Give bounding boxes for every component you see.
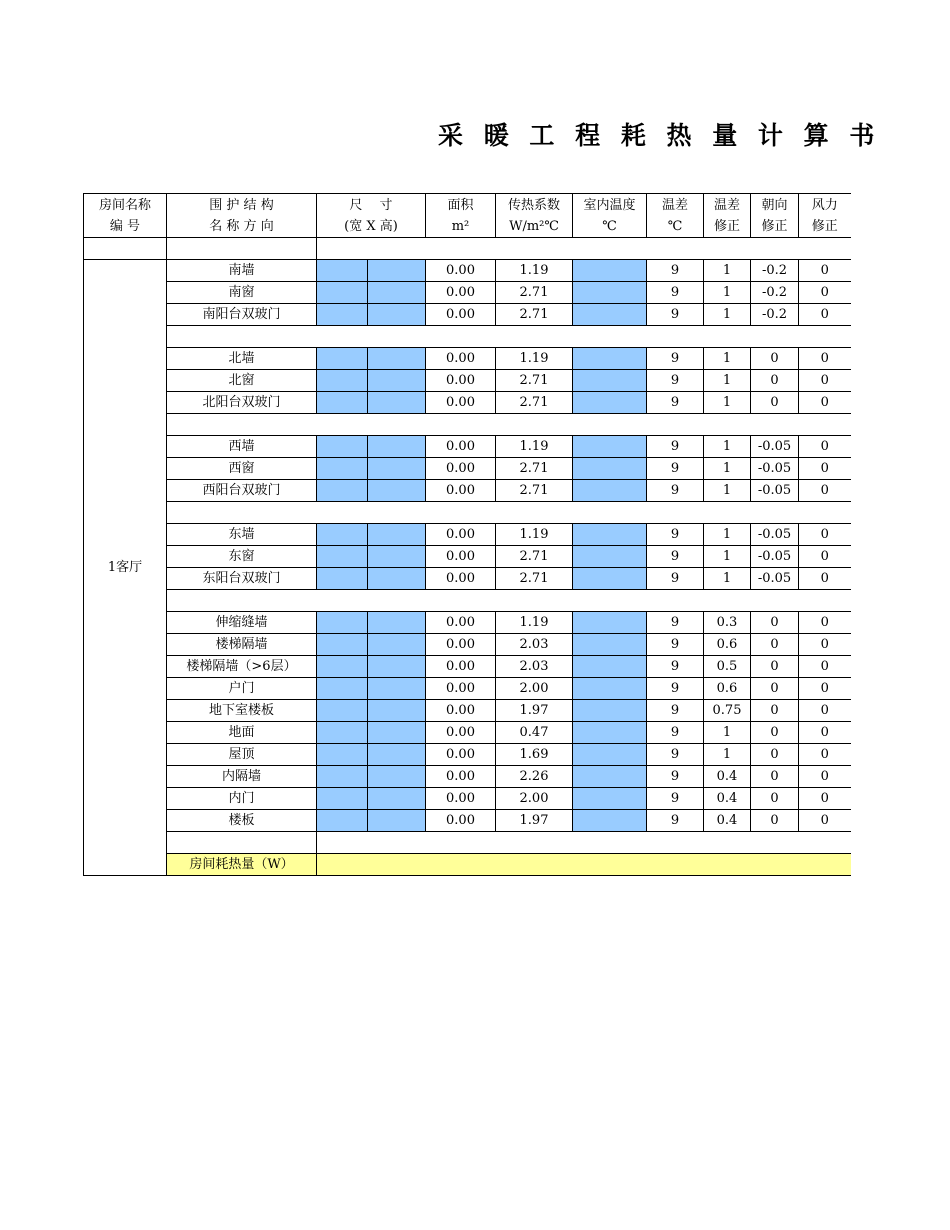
temp-difference: 9 — [647, 678, 704, 700]
heat-transfer-coefficient: 1.19 — [496, 260, 573, 282]
blank-cell — [84, 238, 167, 260]
table-row — [84, 546, 851, 568]
column-header — [751, 194, 799, 238]
width-input[interactable] — [317, 700, 368, 722]
indoor-temp-input[interactable] — [573, 700, 647, 722]
temp-diff-correction: 1 — [704, 524, 751, 546]
heat-transfer-coefficient: 1.19 — [496, 612, 573, 634]
header-row — [84, 194, 851, 238]
indoor-temp-input[interactable] — [573, 810, 647, 832]
table-row — [84, 282, 851, 304]
width-input[interactable] — [317, 744, 368, 766]
indoor-temp-input[interactable] — [573, 634, 647, 656]
element-name: 楼梯隔墙（>6层） — [167, 656, 317, 678]
width-input[interactable] — [317, 282, 368, 304]
total-row — [84, 854, 851, 876]
temp-diff-correction: 1 — [704, 546, 751, 568]
area-value: 0.00 — [426, 678, 496, 700]
column-header — [426, 194, 496, 238]
area-value: 0.00 — [426, 810, 496, 832]
column-header-line: 围 护 结 构 — [209, 197, 274, 213]
height-input[interactable] — [368, 634, 426, 656]
width-input[interactable] — [317, 568, 368, 590]
temp-difference: 9 — [647, 788, 704, 810]
spacer-cell — [167, 502, 851, 524]
area-value: 0.00 — [426, 766, 496, 788]
table-row — [84, 810, 851, 832]
wind-correction: 0 — [799, 612, 851, 634]
temp-diff-correction: 0.75 — [704, 700, 751, 722]
column-header-line: 室内温度 — [583, 197, 636, 213]
temp-difference: 9 — [647, 810, 704, 832]
heat-transfer-coefficient: 2.71 — [496, 392, 573, 414]
area-value: 0.00 — [426, 348, 496, 370]
wind-correction: 0 — [799, 634, 851, 656]
height-input[interactable] — [368, 700, 426, 722]
total-value — [317, 854, 851, 876]
table-row — [84, 612, 851, 634]
column-header — [799, 194, 851, 238]
height-input[interactable] — [368, 766, 426, 788]
element-name: 屋顶 — [167, 744, 317, 766]
temp-difference: 9 — [647, 656, 704, 678]
column-header-line: 传热系数 — [507, 197, 560, 213]
element-name: 东窗 — [167, 546, 317, 568]
column-header-line: ℃ — [667, 218, 683, 234]
area-value: 0.00 — [426, 524, 496, 546]
temp-diff-correction: 1 — [704, 348, 751, 370]
orientation-correction: -0.2 — [751, 260, 799, 282]
temp-diff-correction: 0.6 — [704, 678, 751, 700]
heat-transfer-coefficient: 2.71 — [496, 546, 573, 568]
column-header — [167, 194, 317, 238]
area-value: 0.00 — [426, 436, 496, 458]
blank-cell — [167, 832, 317, 854]
height-input[interactable] — [368, 458, 426, 480]
orientation-correction: 0 — [751, 370, 799, 392]
heat-transfer-coefficient: 1.97 — [496, 810, 573, 832]
area-value: 0.00 — [426, 458, 496, 480]
height-input[interactable] — [368, 612, 426, 634]
column-header-line: 修正 — [761, 218, 788, 234]
temp-difference: 9 — [647, 612, 704, 634]
area-value: 0.00 — [426, 546, 496, 568]
element-name: 伸缩缝墙 — [167, 612, 317, 634]
temp-diff-correction: 1 — [704, 370, 751, 392]
width-input[interactable] — [317, 810, 368, 832]
element-name: 西阳台双玻门 — [167, 480, 317, 502]
wind-correction: 0 — [799, 304, 851, 326]
heat-transfer-coefficient: 2.03 — [496, 634, 573, 656]
width-input[interactable] — [317, 546, 368, 568]
element-name: 西窗 — [167, 458, 317, 480]
temp-difference: 9 — [647, 392, 704, 414]
table-row — [84, 766, 851, 788]
area-value: 0.00 — [426, 656, 496, 678]
orientation-correction: 0 — [751, 634, 799, 656]
temp-difference: 9 — [647, 766, 704, 788]
orientation-correction: 0 — [751, 656, 799, 678]
column-header-line: W/m²℃ — [509, 218, 559, 234]
width-input[interactable] — [317, 656, 368, 678]
orientation-correction: 0 — [751, 392, 799, 414]
width-input[interactable] — [317, 392, 368, 414]
element-name: 北阳台双玻门 — [167, 392, 317, 414]
height-input[interactable] — [368, 678, 426, 700]
temp-diff-correction: 1 — [704, 436, 751, 458]
indoor-temp-input[interactable] — [573, 458, 647, 480]
area-value: 0.00 — [426, 282, 496, 304]
wind-correction: 0 — [799, 546, 851, 568]
element-name: 南阳台双玻门 — [167, 304, 317, 326]
heat-transfer-coefficient: 2.03 — [496, 656, 573, 678]
table-row — [84, 436, 851, 458]
temp-diff-correction: 1 — [704, 480, 751, 502]
table-row — [84, 480, 851, 502]
table-row — [84, 524, 851, 546]
area-value: 0.00 — [426, 634, 496, 656]
indoor-temp-input[interactable] — [573, 788, 647, 810]
wind-correction: 0 — [799, 766, 851, 788]
indoor-temp-input[interactable] — [573, 656, 647, 678]
element-name: 户门 — [167, 678, 317, 700]
column-header — [84, 194, 167, 238]
temp-difference: 9 — [647, 436, 704, 458]
table-row — [84, 370, 851, 392]
column-header-line: ℃ — [602, 218, 617, 234]
width-input[interactable] — [317, 348, 368, 370]
table-row — [84, 700, 851, 722]
orientation-correction: -0.2 — [751, 282, 799, 304]
wind-correction: 0 — [799, 744, 851, 766]
spacer-row — [84, 590, 851, 612]
indoor-temp-input[interactable] — [573, 260, 647, 282]
indoor-temp-input[interactable] — [573, 568, 647, 590]
heat-transfer-coefficient: 2.71 — [496, 304, 573, 326]
wind-correction: 0 — [799, 700, 851, 722]
orientation-correction: 0 — [751, 700, 799, 722]
wind-correction: 0 — [799, 568, 851, 590]
height-input[interactable] — [368, 744, 426, 766]
wind-correction: 0 — [799, 282, 851, 304]
wind-correction: 0 — [799, 656, 851, 678]
spacer-cell — [167, 414, 851, 436]
area-value: 0.00 — [426, 370, 496, 392]
element-name: 南窗 — [167, 282, 317, 304]
indoor-temp-input[interactable] — [573, 678, 647, 700]
table-row — [84, 722, 851, 744]
total-label: 房间耗热量（W） — [167, 854, 317, 876]
element-name: 地面 — [167, 722, 317, 744]
orientation-correction: -0.05 — [751, 524, 799, 546]
table-row — [84, 568, 851, 590]
orientation-correction: 0 — [751, 744, 799, 766]
wind-correction: 0 — [799, 392, 851, 414]
indoor-temp-input[interactable] — [573, 304, 647, 326]
width-input[interactable] — [317, 260, 368, 282]
column-header-line: 风力 — [811, 197, 838, 213]
wind-correction: 0 — [799, 370, 851, 392]
height-input[interactable] — [368, 282, 426, 304]
element-name: 楼板 — [167, 810, 317, 832]
column-header — [496, 194, 573, 238]
area-value: 0.00 — [426, 260, 496, 282]
area-value: 0.00 — [426, 744, 496, 766]
heat-transfer-coefficient: 1.69 — [496, 744, 573, 766]
width-input[interactable] — [317, 766, 368, 788]
table-row — [84, 744, 851, 766]
blank-cell — [317, 238, 851, 260]
area-value: 0.00 — [426, 568, 496, 590]
column-header-line: 房间名称 — [98, 197, 151, 213]
area-value: 0.00 — [426, 722, 496, 744]
area-value: 0.00 — [426, 480, 496, 502]
temp-difference: 9 — [647, 546, 704, 568]
table-row — [84, 304, 851, 326]
blank-cell — [167, 238, 317, 260]
width-input[interactable] — [317, 458, 368, 480]
height-input[interactable] — [368, 480, 426, 502]
wind-correction: 0 — [799, 722, 851, 744]
heat-transfer-coefficient: 0.47 — [496, 722, 573, 744]
width-input[interactable] — [317, 480, 368, 502]
element-name: 内门 — [167, 788, 317, 810]
element-name: 内隔墙 — [167, 766, 317, 788]
table-row — [84, 348, 851, 370]
orientation-correction: 0 — [751, 722, 799, 744]
temp-diff-correction: 0.4 — [704, 766, 751, 788]
column-header — [647, 194, 704, 238]
area-value: 0.00 — [426, 304, 496, 326]
column-header-line: 修正 — [811, 218, 838, 234]
width-input[interactable] — [317, 678, 368, 700]
temp-diff-correction: 0.6 — [704, 634, 751, 656]
heat-transfer-coefficient: 2.71 — [496, 458, 573, 480]
area-value: 0.00 — [426, 788, 496, 810]
element-name: 北窗 — [167, 370, 317, 392]
wind-correction: 0 — [799, 260, 851, 282]
width-input[interactable] — [317, 436, 368, 458]
height-input[interactable] — [368, 524, 426, 546]
width-input[interactable] — [317, 370, 368, 392]
wind-correction: 0 — [799, 348, 851, 370]
orientation-correction: -0.05 — [751, 568, 799, 590]
wind-correction: 0 — [799, 524, 851, 546]
heat-transfer-coefficient: 2.26 — [496, 766, 573, 788]
temp-diff-correction: 0.3 — [704, 612, 751, 634]
heat-load-table — [83, 193, 851, 876]
width-input[interactable] — [317, 722, 368, 744]
wind-correction: 0 — [799, 458, 851, 480]
heat-transfer-coefficient: 1.19 — [496, 348, 573, 370]
temp-difference: 9 — [647, 722, 704, 744]
width-input[interactable] — [317, 524, 368, 546]
heat-transfer-coefficient: 2.71 — [496, 568, 573, 590]
indoor-temp-input[interactable] — [573, 348, 647, 370]
width-input[interactable] — [317, 612, 368, 634]
height-input[interactable] — [368, 788, 426, 810]
table-row — [84, 634, 851, 656]
column-header — [317, 194, 426, 238]
heat-transfer-coefficient: 2.71 — [496, 480, 573, 502]
temp-diff-correction: 1 — [704, 458, 751, 480]
table-row — [84, 392, 851, 414]
height-input[interactable] — [368, 348, 426, 370]
indoor-temp-input[interactable] — [573, 612, 647, 634]
temp-diff-correction: 1 — [704, 282, 751, 304]
area-value: 0.00 — [426, 612, 496, 634]
orientation-correction: 0 — [751, 766, 799, 788]
indoor-temp-input[interactable] — [573, 546, 647, 568]
heat-transfer-coefficient: 2.00 — [496, 788, 573, 810]
temp-difference: 9 — [647, 568, 704, 590]
element-name: 北墙 — [167, 348, 317, 370]
temp-diff-correction: 0.4 — [704, 810, 751, 832]
temp-diff-correction: 1 — [704, 722, 751, 744]
temp-diff-correction: 1 — [704, 304, 751, 326]
temp-difference: 9 — [647, 348, 704, 370]
table-row — [84, 656, 851, 678]
indoor-temp-input[interactable] — [573, 392, 647, 414]
heat-transfer-coefficient: 2.00 — [496, 678, 573, 700]
orientation-correction: 0 — [751, 810, 799, 832]
orientation-correction: -0.2 — [751, 304, 799, 326]
column-header-line: 面积 — [447, 197, 474, 213]
table-row — [84, 788, 851, 810]
height-input[interactable] — [368, 304, 426, 326]
temp-difference: 9 — [647, 282, 704, 304]
spacer-cell — [167, 590, 851, 612]
temp-diff-correction: 0.5 — [704, 656, 751, 678]
temp-difference: 9 — [647, 458, 704, 480]
room-name-cell: 1客厅 — [84, 260, 167, 876]
wind-correction: 0 — [799, 436, 851, 458]
spacer-row — [84, 502, 851, 524]
element-name: 地下室楼板 — [167, 700, 317, 722]
element-name: 西墙 — [167, 436, 317, 458]
blank-cell — [317, 832, 851, 854]
indoor-temp-input[interactable] — [573, 370, 647, 392]
column-header-line: 温差 — [713, 197, 740, 213]
orientation-correction: 0 — [751, 348, 799, 370]
temp-difference: 9 — [647, 524, 704, 546]
temp-diff-correction: 1 — [704, 260, 751, 282]
height-input[interactable] — [368, 436, 426, 458]
heat-transfer-coefficient: 2.71 — [496, 282, 573, 304]
indoor-temp-input[interactable] — [573, 282, 647, 304]
column-header-line: 编 号 — [109, 218, 141, 234]
indoor-temp-input[interactable] — [573, 766, 647, 788]
temp-diff-correction: 1 — [704, 744, 751, 766]
heat-transfer-coefficient: 1.19 — [496, 436, 573, 458]
table-row — [84, 678, 851, 700]
height-input[interactable] — [368, 370, 426, 392]
area-value: 0.00 — [426, 700, 496, 722]
height-input[interactable] — [368, 722, 426, 744]
table-row — [84, 458, 851, 480]
temp-diff-correction: 1 — [704, 568, 751, 590]
spacer-row — [84, 414, 851, 436]
height-input[interactable] — [368, 260, 426, 282]
height-input[interactable] — [368, 810, 426, 832]
temp-difference: 9 — [647, 480, 704, 502]
indoor-temp-input[interactable] — [573, 744, 647, 766]
wind-correction: 0 — [799, 810, 851, 832]
temp-diff-correction: 1 — [704, 392, 751, 414]
element-name: 东阳台双玻门 — [167, 568, 317, 590]
orientation-correction: 0 — [751, 612, 799, 634]
column-header-line: (宽 X 高) — [344, 218, 398, 234]
height-input[interactable] — [368, 546, 426, 568]
orientation-correction: -0.05 — [751, 458, 799, 480]
column-header-line: 尺 寸 — [349, 197, 393, 213]
orientation-correction: 0 — [751, 788, 799, 810]
temp-difference: 9 — [647, 744, 704, 766]
column-header-line: 朝向 — [761, 197, 788, 213]
width-input[interactable] — [317, 788, 368, 810]
width-input[interactable] — [317, 634, 368, 656]
orientation-correction: -0.05 — [751, 546, 799, 568]
orientation-correction: 0 — [751, 678, 799, 700]
column-header-line: 温差 — [661, 197, 688, 213]
column-header — [573, 194, 647, 238]
heat-transfer-coefficient: 2.71 — [496, 370, 573, 392]
document-title: 采 暖 工 程 耗 热 量 计 算 书 — [438, 121, 881, 150]
area-value: 0.00 — [426, 392, 496, 414]
heat-transfer-coefficient: 1.97 — [496, 700, 573, 722]
indoor-temp-input[interactable] — [573, 480, 647, 502]
temp-diff-correction: 0.4 — [704, 788, 751, 810]
indoor-temp-input[interactable] — [573, 436, 647, 458]
temp-difference: 9 — [647, 634, 704, 656]
height-input[interactable] — [368, 568, 426, 590]
table-row — [84, 260, 851, 282]
element-name: 南墙 — [167, 260, 317, 282]
height-input[interactable] — [368, 656, 426, 678]
orientation-correction: -0.05 — [751, 480, 799, 502]
indoor-temp-input[interactable] — [573, 524, 647, 546]
temp-difference: 9 — [647, 370, 704, 392]
spacer-row — [84, 326, 851, 348]
column-header-line: 修正 — [713, 218, 740, 234]
indoor-temp-input[interactable] — [573, 722, 647, 744]
wind-correction: 0 — [799, 480, 851, 502]
temp-difference: 9 — [647, 700, 704, 722]
column-header-line: m² — [451, 218, 470, 234]
spacer-cell — [167, 326, 851, 348]
column-header — [704, 194, 751, 238]
height-input[interactable] — [368, 392, 426, 414]
wind-correction: 0 — [799, 678, 851, 700]
wind-correction: 0 — [799, 788, 851, 810]
orientation-correction: -0.05 — [751, 436, 799, 458]
column-header-line: 名 称 方 向 — [209, 218, 274, 234]
element-name: 东墙 — [167, 524, 317, 546]
temp-difference: 9 — [647, 304, 704, 326]
element-name: 楼梯隔墙 — [167, 634, 317, 656]
temp-difference: 9 — [647, 260, 704, 282]
width-input[interactable] — [317, 304, 368, 326]
heat-transfer-coefficient: 1.19 — [496, 524, 573, 546]
